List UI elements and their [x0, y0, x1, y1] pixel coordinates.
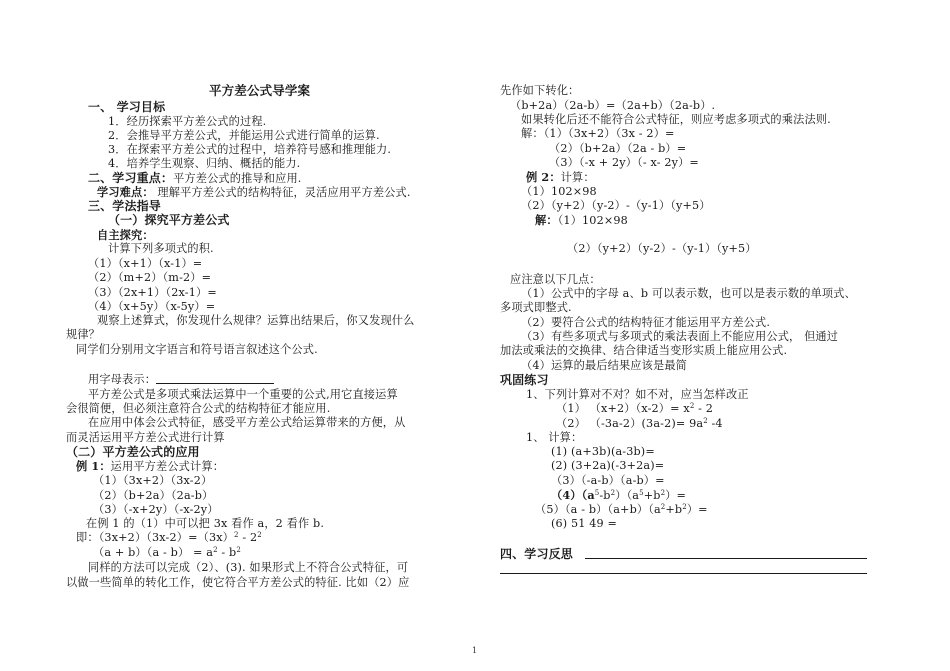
- question-1: 1、下列计算对不对？如不对，应当怎样改正: [526, 388, 749, 401]
- q1b-exp: 2: [703, 417, 708, 425]
- q2-4-a: （4）（a: [551, 488, 595, 502]
- explore-item-2: （2）（m+2）（m-2）=: [88, 271, 212, 284]
- example-2-solution-1: （1）102×98: [557, 214, 628, 227]
- goal-2: 2．会推导平方差公式，并能运用公式进行简单的运算.: [108, 129, 380, 142]
- heading-method: 三、学法指导: [88, 199, 161, 213]
- q1a-exp: 2: [689, 402, 695, 410]
- note-2b: 而灵活运用平方差公式进行计算: [66, 431, 225, 444]
- explore-item-3: （3）（2x+1）（2x-1）=: [88, 286, 217, 299]
- observe-line-1: 观察上述算式，你发现什么规律？运算出结果后，你又发现什么: [97, 314, 415, 327]
- page-number: 1: [472, 646, 478, 655]
- q1b-text: （2） （-3a-2）(3a-2)= 9a: [556, 417, 704, 430]
- explore-item-1: （1）（x+1）（x-1）=: [88, 257, 203, 270]
- point-2: （2）要符合公式的结构特征才能运用平方差公式.: [521, 316, 771, 329]
- observe-line-2: 规律？: [66, 328, 101, 341]
- question-2-item-4: [551, 488, 686, 503]
- describe-formula: 同学们分别用文字语言和符号语言叙述这个公式.: [76, 343, 318, 356]
- left-column: [0, 0, 440, 671]
- example-2-solution-label: 解：: [535, 213, 558, 227]
- solution-label: 即：: [76, 531, 99, 544]
- q2-5-exp-2: 2: [682, 503, 687, 511]
- example-2-line: [526, 170, 595, 185]
- goal-1: 1．经历探索平方差公式的过程.: [108, 115, 267, 128]
- reflection-heading: 四、学习反思: [500, 547, 573, 561]
- example-2-item-2: （2）（y+2）（y-2）-（y-1）（y+5）: [521, 199, 711, 212]
- solution-1-line: [521, 127, 675, 141]
- formula-mid: - b: [217, 546, 237, 559]
- explore-item-4: （4）（x+5y）（x-5y）=: [88, 300, 216, 313]
- question-1b: [556, 417, 723, 431]
- self-explore-label: 自主探究：: [97, 228, 154, 242]
- example-2-solution-2: （2）（y+2）（y-2）-（y-1）（y+5）: [567, 242, 757, 255]
- solution-exp-1: 2: [234, 531, 239, 539]
- subheading-explore: （一）探究平方差公式: [108, 213, 230, 227]
- example-2-text: 计算：: [560, 171, 595, 184]
- subheading-application: （二）平方差公式的应用: [66, 445, 200, 459]
- continue-3: 如果转化后还不能符合公式特征，则应考虑多项式的乘法法则.: [521, 113, 831, 126]
- solution-2: （2）（b+2a）（2a - b）=: [549, 142, 687, 155]
- point-4: （4）运算的最后结果应该是最简: [521, 359, 687, 372]
- question-1a: [556, 402, 713, 416]
- formula-exp-b: 2: [236, 546, 241, 554]
- point-3: （3）有些多项式与多项式的乘法表面上不能应用公式， 但通过: [521, 330, 839, 343]
- example-1-item-1: （1）（3x+2）（3x-2）: [93, 474, 213, 487]
- note-2a: 在应用中体会公式特征，感受平方差公式给运算带来的方便，从: [88, 416, 406, 429]
- q2-4-c: ）（a: [615, 489, 640, 502]
- note-1a: 平方差公式是多项式乘法运算中一个重要的公式,用它直接运算: [88, 388, 398, 401]
- note-1b: 会很简便，但必须注意符合公式的结构特征才能应用.: [66, 402, 331, 415]
- same-method-1: 同样的方法可以完成（2）、(3). 如果形式上不符合公式特征，可: [88, 561, 409, 574]
- q2-5-a: （5）（a - b）（a+b）（a: [535, 503, 661, 516]
- example-2-solution-line: [535, 213, 628, 228]
- example-1-text: 运用平方差公式计算：: [110, 460, 225, 473]
- focus-text: 平方差公式的推导和应用.: [173, 172, 302, 185]
- example-1-item-2: （2）（b+2a）（2a-b）: [93, 489, 214, 502]
- q2-4-exp-4: 2: [660, 489, 666, 497]
- q2-4-b: -b: [599, 489, 611, 502]
- solution-text: （3x+2）（3x-2）=（3x）: [98, 531, 235, 544]
- formula-exp-a: 2: [213, 546, 218, 554]
- point-1: （1）公式中的字母 a、b 可以表示数，也可以是表示数的单项式、: [521, 287, 856, 300]
- example-2-label: 例 2：: [526, 170, 561, 184]
- q1b-tail: -4: [707, 417, 723, 430]
- point-1-cont: 多项式即整式.: [500, 301, 572, 314]
- solution-tail: - 2: [238, 531, 258, 544]
- reflection-line-1: [585, 558, 867, 559]
- compute-prompt: 计算下列多项式的积.: [108, 242, 214, 255]
- goal-4: 4．培养学生观察、归纳、概括的能力.: [108, 157, 301, 170]
- q2-4-exp-3: 5: [639, 489, 644, 497]
- solution-3: （3）（-x + 2y）（- x- 2y）=: [549, 156, 699, 169]
- question-2-item-1: (1) (a+3b)(a-3b)=: [551, 445, 655, 458]
- heading-learning-goals: 一、 学习目标: [88, 100, 166, 114]
- letters-line: [88, 372, 274, 387]
- difficulty-label: 学习难点：: [97, 185, 154, 199]
- same-method-2: 以做一些简单的转化工作，使它符合平方差公式的特征. 比如（2）应: [66, 576, 410, 589]
- goal-3: 3．在探索平方差公式的过程中，培养符号感和推理能力.: [108, 143, 392, 156]
- difference-of-squares-formula: [93, 546, 241, 560]
- q2-4-d: +b: [643, 489, 661, 502]
- q2-4-e: ）=: [665, 489, 687, 502]
- difficulty-text: 理解平方差公式的结构特征，灵活应用平方差公式.: [157, 186, 411, 199]
- question-2-item-6: (6) 51 49 =: [551, 517, 618, 530]
- q2-4-exp-2: 2: [610, 489, 616, 497]
- example-2-item-1: （1）102×98: [521, 185, 597, 198]
- q2-5-exp-1: 2: [660, 503, 666, 511]
- difficulty-line: [97, 185, 411, 200]
- practice-heading: 巩固练习: [500, 373, 549, 387]
- letters-blank: [156, 372, 274, 384]
- question-2-item-2: (2) (3+2a)(-3+2a)=: [551, 459, 665, 472]
- q1a-text: （1） （x+2）（x-2）= x: [556, 402, 690, 415]
- question-2: 1、 计算：: [526, 431, 583, 444]
- q2-5-b: +b: [665, 503, 683, 516]
- q1a-tail: - 2: [694, 402, 714, 415]
- attention-heading: 应注意以下几点：: [510, 273, 601, 286]
- right-column: [475, 0, 915, 671]
- point-3-cont: 加法或乘法的交换律、结合律适当变形实质上能应用公式.: [500, 344, 788, 357]
- example-1-line: [76, 459, 224, 474]
- example-1-note: 在例 1 的（1）中可以把 3x 看作 a，2 看作 b.: [86, 517, 325, 530]
- example-1-solution: [76, 531, 262, 545]
- reflection-line-2: [500, 573, 867, 574]
- q2-5-c: ）=: [686, 503, 708, 516]
- question-2-item-5: [535, 503, 708, 517]
- question-2-item-3: （3）（-a-b）（a-b）=: [551, 474, 665, 487]
- solution-label-right: 解：: [521, 127, 544, 140]
- solution-1: （1）（3x+2）（3x - 2）=: [543, 127, 675, 140]
- focus-line: [88, 171, 301, 186]
- example-1-label: 例 1：: [76, 459, 111, 473]
- example-1-item-3: （3）（-x+2y）（-x-2y）: [93, 503, 219, 516]
- page-title: 平方差公式导学案: [209, 83, 311, 98]
- continue-2: （b+2a）（2a-b）=（2a+b）（2a-b）.: [510, 99, 716, 112]
- formula-lhs: （a + b）（a - b） = a: [93, 546, 214, 559]
- q2-4-exp-1: 5: [594, 489, 600, 497]
- heading-focus: 二、学习重点：: [88, 171, 174, 185]
- solution-exp-2: 2: [257, 531, 262, 539]
- continue-1: 先作如下转化：: [500, 84, 580, 97]
- letters-label: 用字母表示：: [88, 373, 157, 386]
